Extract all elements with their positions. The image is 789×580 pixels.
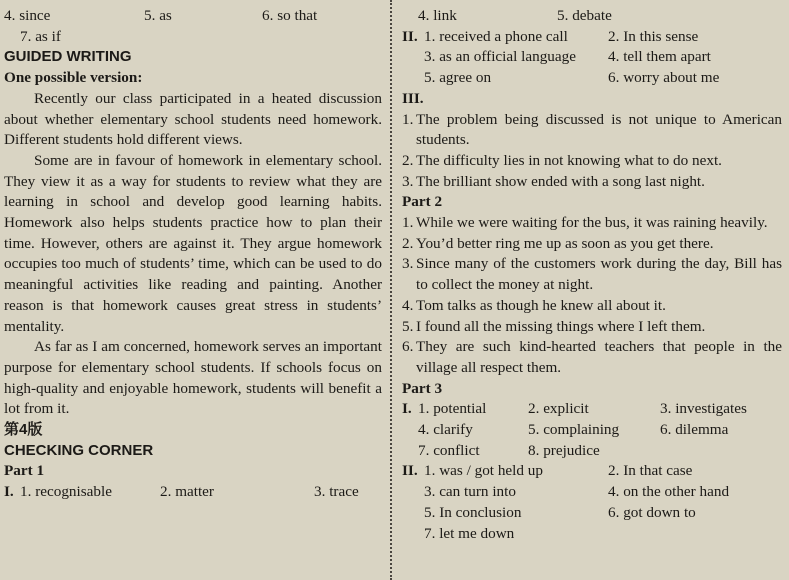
answer-row	[402, 524, 782, 545]
essay-paragraph: As far as I am concerned, homework serves an important purpose for elementary school students. If schools focus on high-quality and enjoyable homework, students will benefit a lot from it.	[4, 338, 382, 418]
sentence-item	[402, 151, 782, 172]
right-column	[402, 6, 782, 544]
answer-item: 5. complaining	[528, 421, 620, 439]
answer-row	[402, 461, 782, 482]
answer-item: 3. can turn into	[424, 483, 516, 501]
part-label: Part 3	[402, 379, 443, 397]
item-number: 4.	[402, 296, 414, 314]
essay-paragraph: Some are in favour of homework in elementary school. They view it as a way for students to review what they are learning in school and develop good learning habits. Homework also helps students practice how to plan their time. However, others are against it. They argue homework occupies too much of students’ time, which can be used to do meaningful activities like reading and painting. Another reason is that homework causes great stress in students’ mentality.	[4, 151, 382, 335]
sentence-item	[402, 234, 782, 255]
sentence-item	[402, 254, 782, 295]
answer-item: 6. dilemma	[660, 421, 729, 439]
answer-item: 1. potential	[418, 400, 487, 418]
answer-row	[4, 6, 382, 27]
roman-numeral: I.	[402, 400, 412, 418]
answer-row	[402, 482, 782, 503]
sentence-item	[402, 110, 782, 151]
answer-item: 5. agree on	[424, 69, 492, 87]
answer-item: 1. was / got held up	[424, 462, 543, 480]
answer-item: 1. received a phone call	[424, 27, 568, 45]
sentence-item	[402, 337, 782, 378]
answer-item: 7. conflict	[418, 441, 480, 459]
answer-item: 4. tell them apart	[608, 48, 711, 66]
item-number: 2.	[402, 151, 414, 169]
edition-label: 第4版	[4, 421, 43, 439]
item-text: The brilliant show ended with a song last night.	[416, 172, 705, 190]
answer-item: 2. explicit	[528, 400, 589, 418]
part-label: Part 2	[402, 193, 443, 211]
answer-item: 7. as if	[20, 27, 61, 45]
item-text: The problem being discussed is not unique to American students.	[416, 110, 782, 149]
item-number: 3.	[402, 172, 414, 190]
column-divider	[390, 0, 392, 580]
roman-numeral: I.	[4, 483, 14, 501]
answer-item: 2. In this sense	[608, 27, 699, 45]
item-number: 5.	[402, 317, 414, 335]
answer-row	[402, 503, 782, 524]
item-text: Tom talks as though he knew all about it.	[416, 296, 666, 314]
answer-item: 3. trace	[314, 483, 359, 501]
version-label: One possible version:	[4, 69, 143, 87]
sentence-item	[402, 172, 782, 193]
answer-item: 2. In that case	[608, 462, 693, 480]
answer-item: 8. prejudice	[528, 441, 600, 459]
section-heading-checking-corner: CHECKING CORNER	[4, 441, 154, 459]
item-text: They are such kind-hearted teachers that people in the village all respect them.	[416, 338, 782, 376]
roman-numeral: II.	[402, 27, 418, 45]
item-text: While we were waiting for the bus, it was raining heavily.	[416, 214, 768, 232]
answer-item: 5. In conclusion	[424, 503, 522, 521]
answer-row	[402, 399, 782, 420]
sentence-item	[402, 213, 782, 234]
section-heading-guided-writing: GUIDED WRITING	[4, 48, 132, 66]
item-text: Since many of the customers work during the day, Bill has to collect the money at night.	[416, 255, 782, 294]
answer-row	[402, 68, 782, 89]
item-text: The difficulty lies in not knowing what to do next.	[416, 151, 722, 169]
answer-item: 4. since	[4, 7, 51, 24]
answer-row	[402, 420, 782, 441]
answer-item: 6. so that	[262, 7, 318, 24]
answer-row	[402, 6, 782, 27]
roman-numeral: II.	[402, 462, 418, 480]
item-number: 6.	[402, 338, 414, 356]
answer-item: 3. investigates	[660, 400, 747, 418]
answer-item: 3. as an official language	[424, 48, 576, 66]
sentence-item	[402, 317, 782, 338]
roman-numeral: III.	[402, 89, 424, 107]
answer-item: 4. link	[418, 7, 457, 24]
part-label: Part 1	[4, 462, 45, 480]
answer-item: 6. got down to	[608, 503, 696, 521]
answer-item: 7. let me down	[424, 524, 515, 542]
answer-row	[4, 482, 382, 503]
answer-item: 2. matter	[160, 483, 214, 501]
item-number: 3.	[402, 255, 414, 273]
answer-item: 5. as	[144, 7, 172, 24]
left-column	[4, 6, 382, 503]
item-number: 1.	[402, 110, 414, 128]
answer-item: 5. debate	[557, 7, 612, 24]
essay-paragraph: Recently our class participated in a heated discussion about whether elementary school students need homework. Different students hold different views.	[4, 89, 382, 149]
item-text: I found all the missing things where I left them.	[416, 317, 706, 335]
answer-row	[402, 441, 782, 462]
answer-item: 4. clarify	[418, 421, 473, 439]
answer-item: 1. recognisable	[20, 483, 112, 501]
item-number: 2.	[402, 234, 414, 252]
item-number: 1.	[402, 214, 414, 232]
sentence-item	[402, 296, 782, 317]
answer-row	[402, 27, 782, 48]
answer-row	[4, 27, 382, 48]
answer-row	[402, 47, 782, 68]
item-text: You’d better ring me up as soon as you get there.	[416, 234, 714, 252]
answer-item: 6. worry about me	[608, 69, 720, 87]
answer-item: 4. on the other hand	[608, 483, 730, 501]
